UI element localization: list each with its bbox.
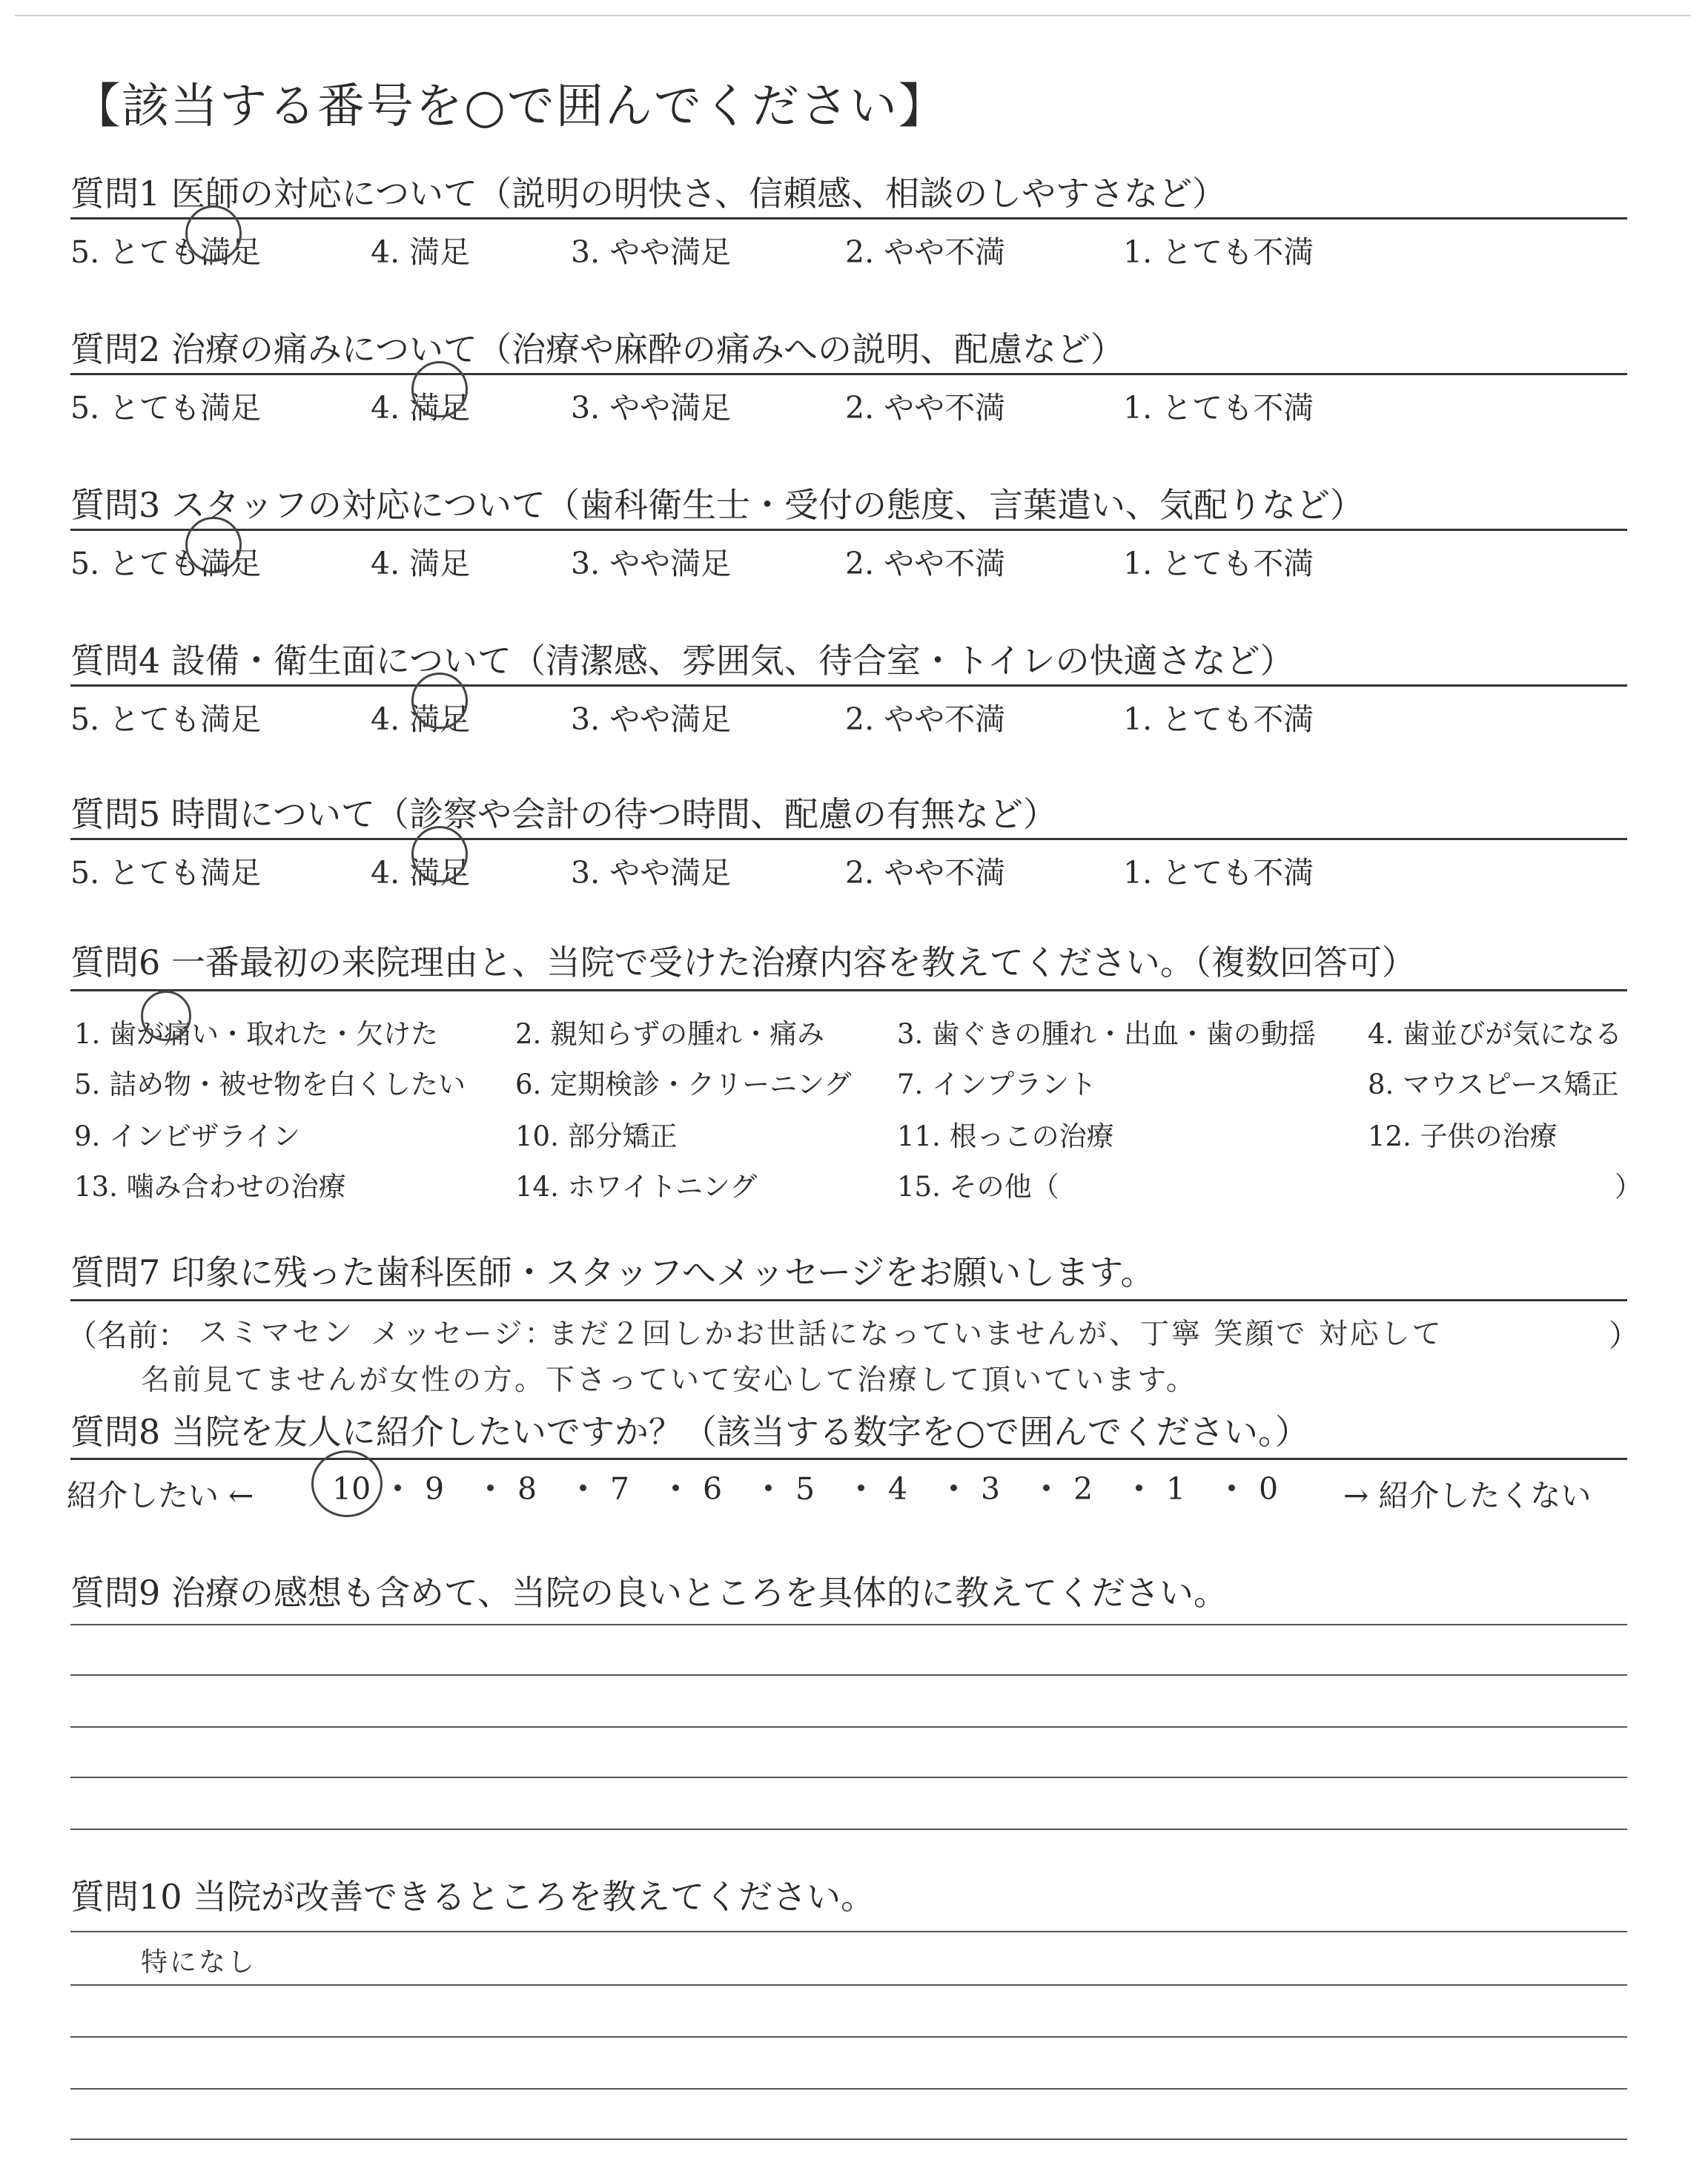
question-2-option-2[interactable]: 2. やや不満	[845, 390, 1006, 426]
q8-title: 質問8 当院を友人に紹介したいですか？（該当する数字を○で囲んでください。）	[70, 1412, 1310, 1452]
q8-scale-separator	[765, 1484, 772, 1491]
q7-title: 質問7 印象に残った歯科医師・スタッフへメッセージをお願いします。	[70, 1252, 1155, 1292]
q8-scale-1[interactable]: 1	[1166, 1471, 1186, 1507]
question-1-rule	[70, 217, 1627, 219]
q8-scale-4[interactable]: 4	[888, 1471, 908, 1507]
q6-choice-1[interactable]: 1. 歯が痛い・取れた・欠けた	[74, 1018, 439, 1050]
q6-choice-2[interactable]: 2. 親知らずの腫れ・痛み	[515, 1018, 825, 1050]
q6-choice-4[interactable]: 4. 歯並びが気になる	[1368, 1018, 1623, 1050]
question-5-option-3[interactable]: 3. やや満足	[571, 855, 732, 891]
q9-line	[70, 1777, 1627, 1778]
q8-scale-separator	[1043, 1484, 1050, 1491]
question-5-option-4[interactable]: 4. 満足	[371, 855, 471, 891]
q7-message-line2[interactable]: 名前見てませんが女性の方。下さっていて安心して治療して頂いています。	[141, 1364, 1197, 1397]
question-2-title: 質問2 治療の痛みについて（治療や麻酔の痛みへの説明、配慮など）	[70, 329, 1125, 369]
q10-line	[70, 2138, 1627, 2140]
q10-title: 質問10 当院が改善できるところを教えてください。	[70, 1877, 875, 1917]
q6-choice-13[interactable]: 13. 噛み合わせの治療	[74, 1171, 346, 1203]
question-3-selection-circle	[185, 517, 242, 573]
question-5-selection-circle	[411, 826, 468, 882]
q6-other-close-paren: ）	[1615, 1171, 1642, 1203]
question-5-title: 質問5 時間について（診察や会計の待つ時間、配慮の有無など）	[70, 794, 1057, 834]
q8-scale-separator	[858, 1484, 864, 1491]
question-1-selection-circle	[185, 205, 242, 262]
q6-choice-9[interactable]: 9. インビザライン	[74, 1120, 300, 1152]
question-1-title: 質問1 医師の対応について（説明の明快さ、信頼感、相談のしやすさなど）	[70, 174, 1227, 214]
q8-scale-10[interactable]: 10	[332, 1471, 371, 1507]
q10-line	[70, 2036, 1627, 2038]
question-3-rule	[70, 529, 1627, 531]
q6-choice-12[interactable]: 12. 子供の治療	[1368, 1120, 1558, 1152]
q9-line	[70, 1624, 1627, 1625]
question-4-option-5[interactable]: 5. とても満足	[70, 701, 262, 737]
question-5-option-2[interactable]: 2. やや不満	[845, 855, 1006, 891]
question-1-option-1[interactable]: 1. とても不満	[1123, 234, 1314, 270]
question-1-option-4[interactable]: 4. 満足	[371, 234, 471, 270]
q8-selection-circle	[311, 1450, 383, 1517]
q8-scale-5[interactable]: 5	[795, 1471, 815, 1507]
question-5-option-1[interactable]: 1. とても不満	[1123, 855, 1314, 891]
q8-scale-0[interactable]: 0	[1259, 1471, 1279, 1507]
question-3-option-4[interactable]: 4. 満足	[371, 546, 471, 581]
question-1-option-3[interactable]: 3. やや満足	[571, 234, 732, 270]
question-3-option-5[interactable]: 5. とても満足	[70, 546, 262, 581]
q7-close-paren: ）	[1609, 1318, 1639, 1353]
q9-line	[70, 1674, 1627, 1676]
question-1-option-2[interactable]: 2. やや不満	[845, 234, 1006, 270]
question-5-rule	[70, 838, 1627, 840]
question-4-option-2[interactable]: 2. やや不満	[845, 701, 1006, 737]
q8-scale-separator	[487, 1484, 494, 1491]
q6-choice-5[interactable]: 5. 詰め物・被せ物を白くしたい	[74, 1069, 466, 1100]
question-3-title: 質問3 スタッフの対応について（歯科衛生士・受付の態度、言葉遣い、気配りなど）	[70, 485, 1364, 525]
question-3-option-2[interactable]: 2. やや不満	[845, 546, 1006, 581]
question-4-rule	[70, 684, 1627, 687]
question-1-option-5[interactable]: 5. とても満足	[70, 234, 262, 270]
question-3-option-1[interactable]: 1. とても不満	[1123, 546, 1314, 581]
q6-choice-3[interactable]: 3. 歯ぐきの腫れ・出血・歯の動揺	[897, 1018, 1317, 1050]
q10-line	[70, 1931, 1627, 1932]
q8-left-label: 紹介したい ←	[67, 1478, 254, 1513]
q8-scale-separator	[394, 1484, 401, 1491]
q8-rule	[70, 1458, 1627, 1460]
q8-scale-separator	[950, 1484, 957, 1491]
q8-scale-separator	[1228, 1484, 1235, 1491]
q9-title: 質問9 治療の感想も含めて、当院の良いところを具体的に教えてください。	[70, 1573, 1228, 1613]
q8-scale-6[interactable]: 6	[703, 1471, 723, 1507]
question-3-option-3[interactable]: 3. やや満足	[571, 546, 732, 581]
q6-selection-circle	[141, 991, 191, 1041]
question-4-option-1[interactable]: 1. とても不満	[1123, 701, 1314, 737]
q7-rule	[70, 1299, 1627, 1301]
q7-message-label: メッセージ：	[371, 1318, 556, 1351]
q9-line	[70, 1726, 1627, 1728]
q8-scale-9[interactable]: 9	[425, 1471, 445, 1507]
page-top-edge	[15, 15, 1690, 16]
q6-choice-15[interactable]: 15. その他（	[897, 1171, 1059, 1203]
q8-scale-8[interactable]: 8	[517, 1471, 537, 1507]
q10-line	[70, 1984, 1627, 1986]
question-4-selection-circle	[411, 673, 468, 729]
q8-scale-7[interactable]: 7	[610, 1471, 630, 1507]
q8-scale-separator	[580, 1484, 586, 1491]
q6-choice-7[interactable]: 7. インプラント	[897, 1069, 1097, 1100]
q6-choice-10[interactable]: 10. 部分矯正	[515, 1120, 678, 1152]
q10-answer[interactable]: 特になし	[141, 1947, 257, 1978]
question-5-option-5[interactable]: 5. とても満足	[70, 855, 262, 891]
q8-scale-separator	[1136, 1484, 1142, 1491]
q7-name-label: （名前：	[67, 1318, 188, 1353]
q8-scale-2[interactable]: 2	[1073, 1471, 1093, 1507]
q7-message-line1[interactable]: まだ２回しかお世話になっていませんが、丁寧 笑顔で 対応して	[549, 1318, 1443, 1351]
question-2-selection-circle	[411, 361, 468, 417]
q6-rule	[70, 989, 1627, 991]
question-2-option-5[interactable]: 5. とても満足	[70, 390, 262, 426]
question-4-option-3[interactable]: 3. やや満足	[571, 701, 732, 737]
question-2-option-1[interactable]: 1. とても不満	[1123, 390, 1314, 426]
q10-line	[70, 2088, 1627, 2090]
q8-scale-separator	[672, 1484, 679, 1491]
q8-right-label: → 紹介したくない	[1343, 1478, 1592, 1513]
question-2-option-3[interactable]: 3. やや満足	[571, 390, 732, 426]
q6-title: 質問6 一番最初の来院理由と、当院で受けた治療内容を教えてください。（複数回答可）	[70, 942, 1416, 982]
q6-choice-8[interactable]: 8. マウスピース矯正	[1368, 1069, 1619, 1100]
question-2-rule	[70, 373, 1627, 375]
question-4-option-4[interactable]: 4. 満足	[371, 701, 471, 737]
q6-choice-6[interactable]: 6. 定期検診・クリーニング	[515, 1069, 852, 1100]
q8-scale-3[interactable]: 3	[981, 1471, 1001, 1507]
question-4-title: 質問4 設備・衛生面について（清潔感、雰囲気、待合室・トイレの快適さなど）	[70, 641, 1294, 681]
q6-choice-11[interactable]: 11. 根っこの治療	[897, 1120, 1114, 1152]
page-title: 【該当する番号を○で囲んでください】	[73, 79, 947, 134]
question-2-option-4[interactable]: 4. 満足	[371, 390, 471, 426]
q9-line	[70, 1829, 1627, 1830]
q6-choice-14[interactable]: 14. ホワイトニング	[515, 1171, 758, 1203]
q7-name-value[interactable]: スミマセン	[199, 1316, 355, 1350]
